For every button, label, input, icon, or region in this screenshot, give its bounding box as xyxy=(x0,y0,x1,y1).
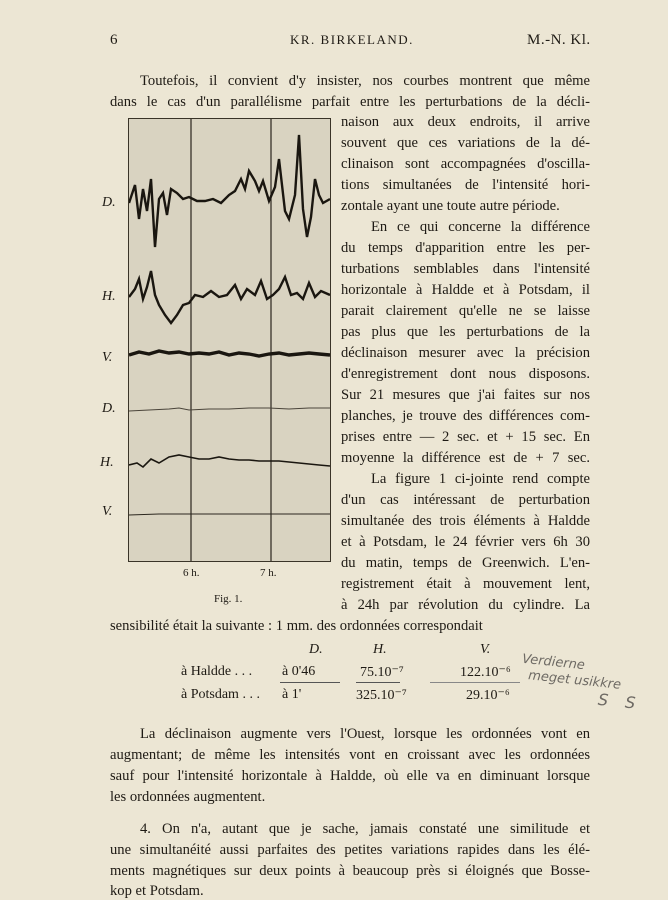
text-line: Sur 21 mesures que j'ai faites sur nos xyxy=(341,387,590,403)
magnetogram-figure xyxy=(128,118,331,562)
text-line: augmentant; de même les intensités vont en croissant avec les ordonnées xyxy=(110,747,590,763)
text-line: sauf pour l'intensité horizontale à Haldde, où elle va en diminuant lorsque xyxy=(110,768,590,784)
handwritten-note: Verdierne xyxy=(521,651,586,674)
text-line: une simultanéité aussi parfaites des petites variations rapides dans les élé- xyxy=(110,842,590,858)
v-cell: 29.10⁻⁶ xyxy=(466,688,510,703)
text-line: ments magnétiques sur deux points à beaucoup près si éloignés que Bosse- xyxy=(110,863,590,879)
d-cell: à 1' xyxy=(282,687,302,702)
text-line: du matin, temps de Greenwich. L'en- xyxy=(341,555,590,571)
text-line: La déclinaison augmente vers l'Ouest, lorsque les ordonnées vont en xyxy=(140,726,590,742)
h-cell: 325.10⁻⁷ xyxy=(356,688,407,703)
text-line: naison aux deux endroits, il arrive xyxy=(341,114,590,130)
text-line: déclinaison mesurer avec la précision xyxy=(341,345,590,361)
text-line: d'un cas intéressant de perturbation xyxy=(341,492,590,508)
figure-caption: Fig. 1. xyxy=(214,593,243,605)
text-line: prises entre — 2 sec. et + 15 sec. En xyxy=(341,429,590,445)
text-line: les ordonnées augmentent. xyxy=(110,789,266,805)
station-cell: à Potsdam . . . xyxy=(181,687,260,702)
text-line: turbations semblables dans l'intensité xyxy=(341,261,590,277)
trace-label: V. xyxy=(102,504,113,519)
time-label: 6 h. xyxy=(183,567,200,579)
station-cell: à Haldde . . . xyxy=(181,664,253,679)
text-line: simultanée des trois éléments à Haldde xyxy=(341,513,590,529)
text-line: kop et Potsdam. xyxy=(110,883,204,899)
handwritten-note: S S xyxy=(597,689,643,714)
text-line: souvent que ces variations de la dé- xyxy=(341,135,590,151)
text-line: registrement était à mouvement lent, xyxy=(341,576,590,592)
text-line: Toutefois, il convient d'y insister, nos courbes montrent que même xyxy=(140,73,590,89)
trace-v-haldde xyxy=(129,351,330,356)
text-line: planches, je trouve des différences com- xyxy=(341,408,590,424)
pencil-underline xyxy=(430,682,520,683)
trace-label: V. xyxy=(102,350,113,365)
text-line: parait clairement qu'elle ne se laisse xyxy=(341,303,590,319)
trace-label: D. xyxy=(102,195,116,210)
text-line: dans le cas d'un parallélisme parfait entre les perturbations de la décli- xyxy=(110,94,590,110)
page-number: 6 xyxy=(110,32,118,48)
v-cell: 122.10⁻⁶ xyxy=(460,665,511,680)
magnetogram-traces xyxy=(129,119,330,561)
text-line: En ce qui concerne la différence xyxy=(371,219,590,235)
d-cell: à 0'46 xyxy=(282,664,316,679)
text-line: horizontale à Haldde et à Potsdam, il xyxy=(341,282,590,298)
text-line: sensibilité était la suivante : 1 mm. des ordonnées correspondait xyxy=(110,618,483,634)
text-line: clinaison sont accompagnées d'oscilla- xyxy=(341,156,590,172)
time-label: 7 h. xyxy=(260,567,277,579)
trace-h-potsdam xyxy=(129,455,330,467)
trace-d-haldde xyxy=(129,135,330,247)
trace-h-haldde xyxy=(129,271,330,323)
handwritten-note: meget usikkre xyxy=(527,668,622,693)
trace-label: H. xyxy=(100,455,114,470)
text-line: pas plus que les perturbations de la xyxy=(341,324,590,340)
text-line: 4. On n'a, autant que je sache, jamais constaté une similitude et xyxy=(140,821,590,837)
text-line: du temps d'apparition entre les per- xyxy=(341,240,590,256)
h-cell: 75.10⁻⁷ xyxy=(360,665,404,680)
pencil-underline xyxy=(356,682,400,683)
text-line: d'enregistrement dont nous disposons. xyxy=(341,366,590,382)
column-header: V. xyxy=(480,642,491,657)
text-line: La figure 1 ci-jointe rend compte xyxy=(371,471,590,487)
running-head-author: KR. BIRKELAND. xyxy=(290,32,414,47)
pencil-underline xyxy=(280,682,340,683)
trace-d-potsdam xyxy=(129,408,330,411)
text-line: zontale ayant une toute autre période. xyxy=(341,198,560,214)
trace-label: D. xyxy=(102,401,116,416)
trace-label: H. xyxy=(102,289,116,304)
column-header: H. xyxy=(373,642,387,657)
column-header: D. xyxy=(309,642,323,657)
text-line: à 24h par révolution du cylindre. La xyxy=(341,597,590,613)
trace-v-potsdam xyxy=(129,514,330,515)
text-line: moyenne la différence est de + 7 sec. xyxy=(341,450,590,466)
running-head-section: M.-N. Kl. xyxy=(527,32,591,48)
text-line: tions simultanées de l'intensité hori- xyxy=(341,177,590,193)
text-line: et à Potsdam, le 24 février vers 6h 30 xyxy=(341,534,590,550)
